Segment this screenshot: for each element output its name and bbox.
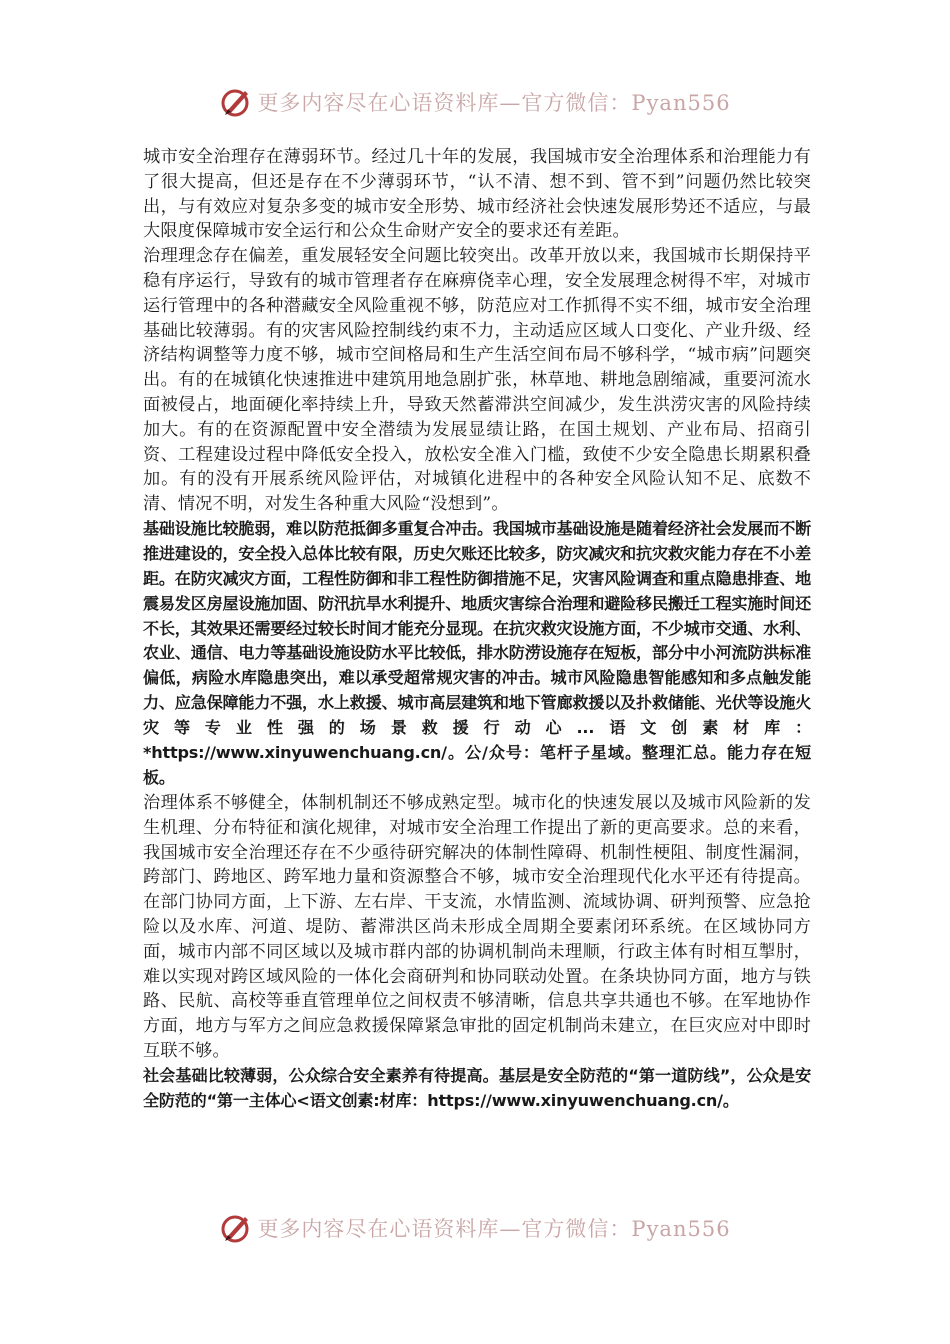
pen-logo-icon — [219, 85, 253, 119]
paragraph-governance-system: 治理体系不够健全，体制机制还不够成熟定型。城市化的快速发展以及城市风险新的发生机理、分布特征和演化规律，对城市安全治理工作提出了新的更高要求。总的来看，我国城市安全治理还存在不少亟待研究解决的体制性障碍、机制性梗阻、制度性漏洞，跨部门、跨地区、跨军地力量和资源整合不够，城市安全治理现代化水平还有待提高。在部门协同方面，上下游、左右岸、干支流，水情监测、流域协调、研判预警、应急抢险以及水库、河道、堤防、蓄滞洪区尚未形成全周期全要素闭环系统。在区域协同方面，城市内部不同区域以及城市群内部的协调机制尚未理顺，行政主体有时相互掣肘，难以实现对跨区域风险的一体化会商研判和协同联动处置。在条块协同方面，地方与铁路、民航、高校等垂直管理单位之间权责不够清晰，信息共享共通也不够。在军地协作方面，地方与军方之间应急救援保障紧急审批的固定机制尚未建立，在巨灾应对中即时互联不够。 — [143, 792, 811, 1061]
paragraph-weak-links: 城市安全治理存在薄弱环节。经过几十年的发展，我国城市安全治理体系和治理能力有了很大提高，但还是存在不少薄弱环节，“认不清、想不到、管不到”问题仍然比较突出，与有效应对复杂多变的城市安全形势、城市经济社会快速发展形势还不适应，与最大限度保障城市安全运行和公众生命财产安全的要求还有差距。 — [143, 147, 811, 242]
header-banner-text: 更多内容尽在心语资料库—官方微信：Pyan556 — [257, 91, 731, 115]
document-body — [143, 145, 811, 1114]
header-banner — [0, 82, 950, 122]
paragraph-governance-concept: 治理理念存在偏差，重发展轻安全问题比较突出。改革开放以来，我国城市长期保持平稳有序运行，导致有的城市管理者存在麻痹侥幸心理，安全发展理念树得不牢，对城市运行管理中的各种潜藏安全风险重视不够，防范应对工作抓得不实不细，城市安全治理基础比较薄弱。有的灾害风险控制线约束不力，主动适应区域人口变化、产业升级、经济结构调整等力度不够，城市空间格局和生产生活空间布局不够科学，“城市病”问题突出。有的在城镇化快速推进中建筑用地急剧扩张，林草地、耕地急剧缩减，重要河流水面被侵占，地面硬化率持续上升，导致天然蓄滞洪空间减少，发生洪涝灾害的风险持续加大。有的在资源配置中安全潜绩为发展显绩让路，在国土规划、产业布局、招商引资、工程建设过程中降低安全投入，放松安全准入门槛，致使不少安全隐患长期累积叠加。有的没有开展系统风险评估，对城镇化进程中的各种安全风险认知不足、底数不清、情况不明，对发生各种重大风险“没想到”。 — [143, 246, 811, 515]
pen-logo-icon — [219, 1211, 253, 1245]
footer-banner-text: 更多内容尽在心语资料库—官方微信：Pyan556 — [257, 1217, 731, 1241]
paragraph-social-foundation: 社会基础比较薄弱，公众综合安全素养有待提高。基层是安全防范的“第一道防线”，公众是安全防范的“第一主体心<语文创素:材库：https://www.xinyuwenchuang.cn/。 — [143, 1065, 811, 1110]
footer-banner — [0, 1208, 950, 1248]
paragraph-infrastructure: 基础设施比较脆弱，难以防范抵御多重复合冲击。我国城市基础设施是随着经济社会发展而不断推进建设的，安全投入总体比较有限，历史欠账还比较多，防灾减灾和抗灾救灾能力存在不小差距。在防灾减灾方面，工程性防御和非工程性防御措施不足，灾害风险调查和重点隐患排查、地震易发区房屋设施加固、防汛抗旱水利提升、地质灾害综合治理和避险移民搬迁工程实施时间还不长，其效果还需要经过较长时间才能充分显现。在抗灾救灾设施方面，不少城市交通、水利、农业、通信、电力等基础设施设防水平比较低，排水防涝设施存在短板，部分中小河流防洪标准偏低，病险水库隐患突出，难以承受超常规灾害的冲击。城市风险隐患智能感知和多点触发能力、应急保障能力不强，水上救援、城市高层建筑和地下管廊救援以及扑救储能、光伏等设施火灾等专业性强的场景救援行动心...语文创素材库：*https://www.xinyuwenchuang.cn/。公/众号：笔杆子星域。整理汇总。能力存在短板。 — [143, 518, 811, 788]
